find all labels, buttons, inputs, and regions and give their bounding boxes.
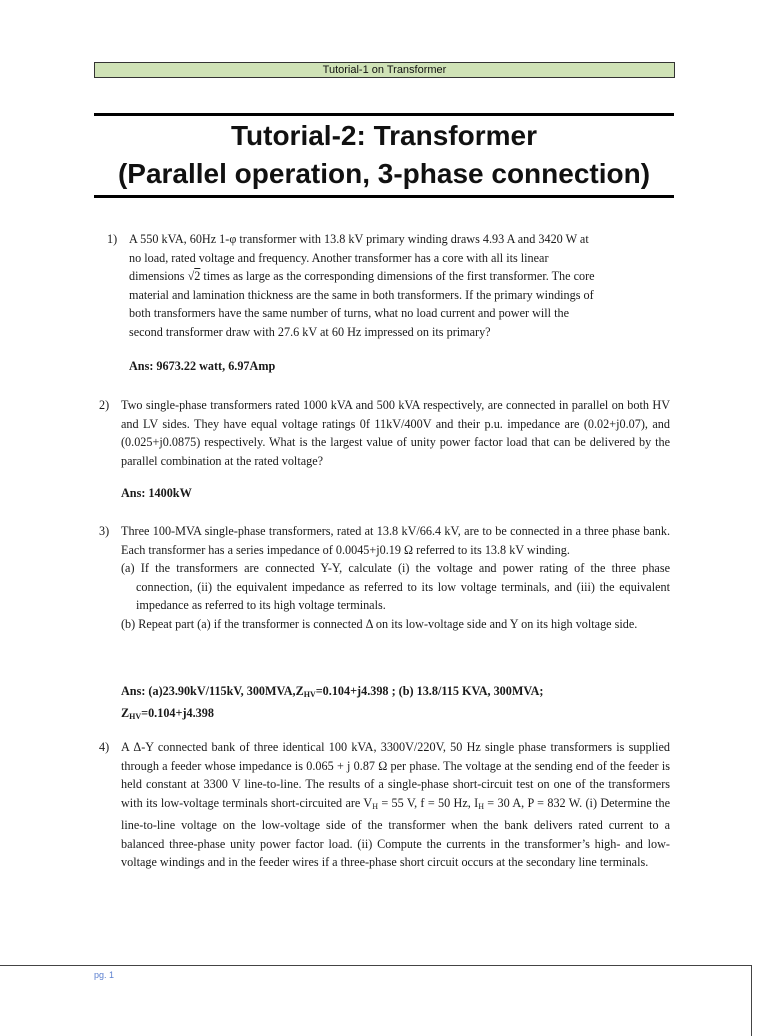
question-2-text: Two single-phase transformers rated 1000 kVA and 500 kVA respectively, are connected in parallel on both HV and LV sides. They have equal voltage ratings 0f 11kV/400V and their p.u. impedance are (0.02+j0.07), and (0.025+j0.0875) respectively. What is the largest value of unity power factor load that can be delivered by the parallel combination at the rated voltage? <box>121 398 670 468</box>
title-bottom-rule <box>94 195 674 198</box>
question-number: 1) <box>107 232 118 246</box>
question-3-text: Three 100-MVA single-phase transformers, rated at 13.8 kV/66.4 kV, are to be connected in a three phase bank. Each transformer has a series impedance of 0.0045+j0.19 Ω referred to its 13.8 kV winding. <box>121 524 670 557</box>
question-4-text: A Δ-Y connected bank of three identical 100 kVA, 3300V/220V, 50 Hz single phase transformers is supplied through a feeder whose impedance is 0.065 + j 0.87 Ω per phase. The voltage at the sending end of the feeder is held constant at 3300 V line-to-line. The results of a single-phase short-circuit test on one of the transformers with its low-voltage terminals short-circuited are $V_H = 55$ V, f = 50 Hz, $I_H = 30$ A, P = 832 W. (i) Determine the line-to-line voltage on the low-voltage side of the transformer when the bank delivers rated current to a balanced three-phase unity power factor load. (ii) Compute the currents in the transformer’s high- and low-voltage windings and in the feeder wires if a three-phase short circuit occurs at the secondary line terminals. <box>121 740 670 869</box>
question-1-line-2: no load, rated voltage and frequency. Another transformer has a core with all its linear <box>129 250 549 265</box>
question-1-line-6: second transformer draw with 27.6 kV at 60 Hz impressed on its primary? <box>129 324 491 339</box>
title-line-2: (Parallel operation, 3-phase connection) <box>117 158 651 189</box>
question-1 <box>107 230 674 341</box>
question-3-part-a: (a) If the transformers are connected Y-Y, calculate (i) the voltage and power rating of the three phase connection, (ii) the equivalent impedance as referred to its low voltage terminals, and (iii) the equivalent impedance as referred to its high voltage terminals. <box>121 561 670 612</box>
question-3 <box>99 522 670 633</box>
question-1-line-4: material and lamination thickness are the same in both transformers. If the primary windings of <box>129 287 594 302</box>
question-1-line-3: dimensions √2 times as large as the corresponding dimensions of the first transformer. The core <box>129 269 595 283</box>
question-number: 4) <box>99 740 110 754</box>
answer-3-line-1: Ans: (a)23.90kV/115kV, $300MVA,Z_{HV}=0.104+j4.398$ ; (b) 13.8/115 KVA, 300MVA; <box>121 684 544 699</box>
answer-1: Ans: 9673.22 watt, 6.97Amp <box>129 359 276 373</box>
question-4 <box>99 738 670 872</box>
page-title <box>94 117 674 193</box>
question-1-line-5: both transformers have the same number of turns, what no load current and power will the <box>129 306 569 320</box>
title-top-rule <box>94 113 674 116</box>
question-3-part-b: (b) Repeat part (a) if the transformer is connected Δ on its low-voltage side and Y on its high voltage side. <box>121 616 638 631</box>
title-line-1: Tutorial-2: Transformer <box>231 120 537 151</box>
page-number: pg. 1 <box>94 970 115 980</box>
question-1-line-1: A 550 kVA, 60Hz 1-φ transformer with 13.8 kV primary winding draws 4.93 A and 3420 W at <box>129 232 589 246</box>
answer-2: Ans: 1400kW <box>121 486 192 500</box>
question-number: 2) <box>99 398 110 412</box>
question-2 <box>99 396 670 470</box>
answer-3 <box>121 682 670 726</box>
running-header-text: Tutorial-1 on Transformer <box>322 64 447 76</box>
answer-3-line-2: $Z_{HV}=0.104+j4.398$ <box>121 706 214 721</box>
question-number: 3) <box>99 524 110 538</box>
running-header <box>94 62 675 78</box>
